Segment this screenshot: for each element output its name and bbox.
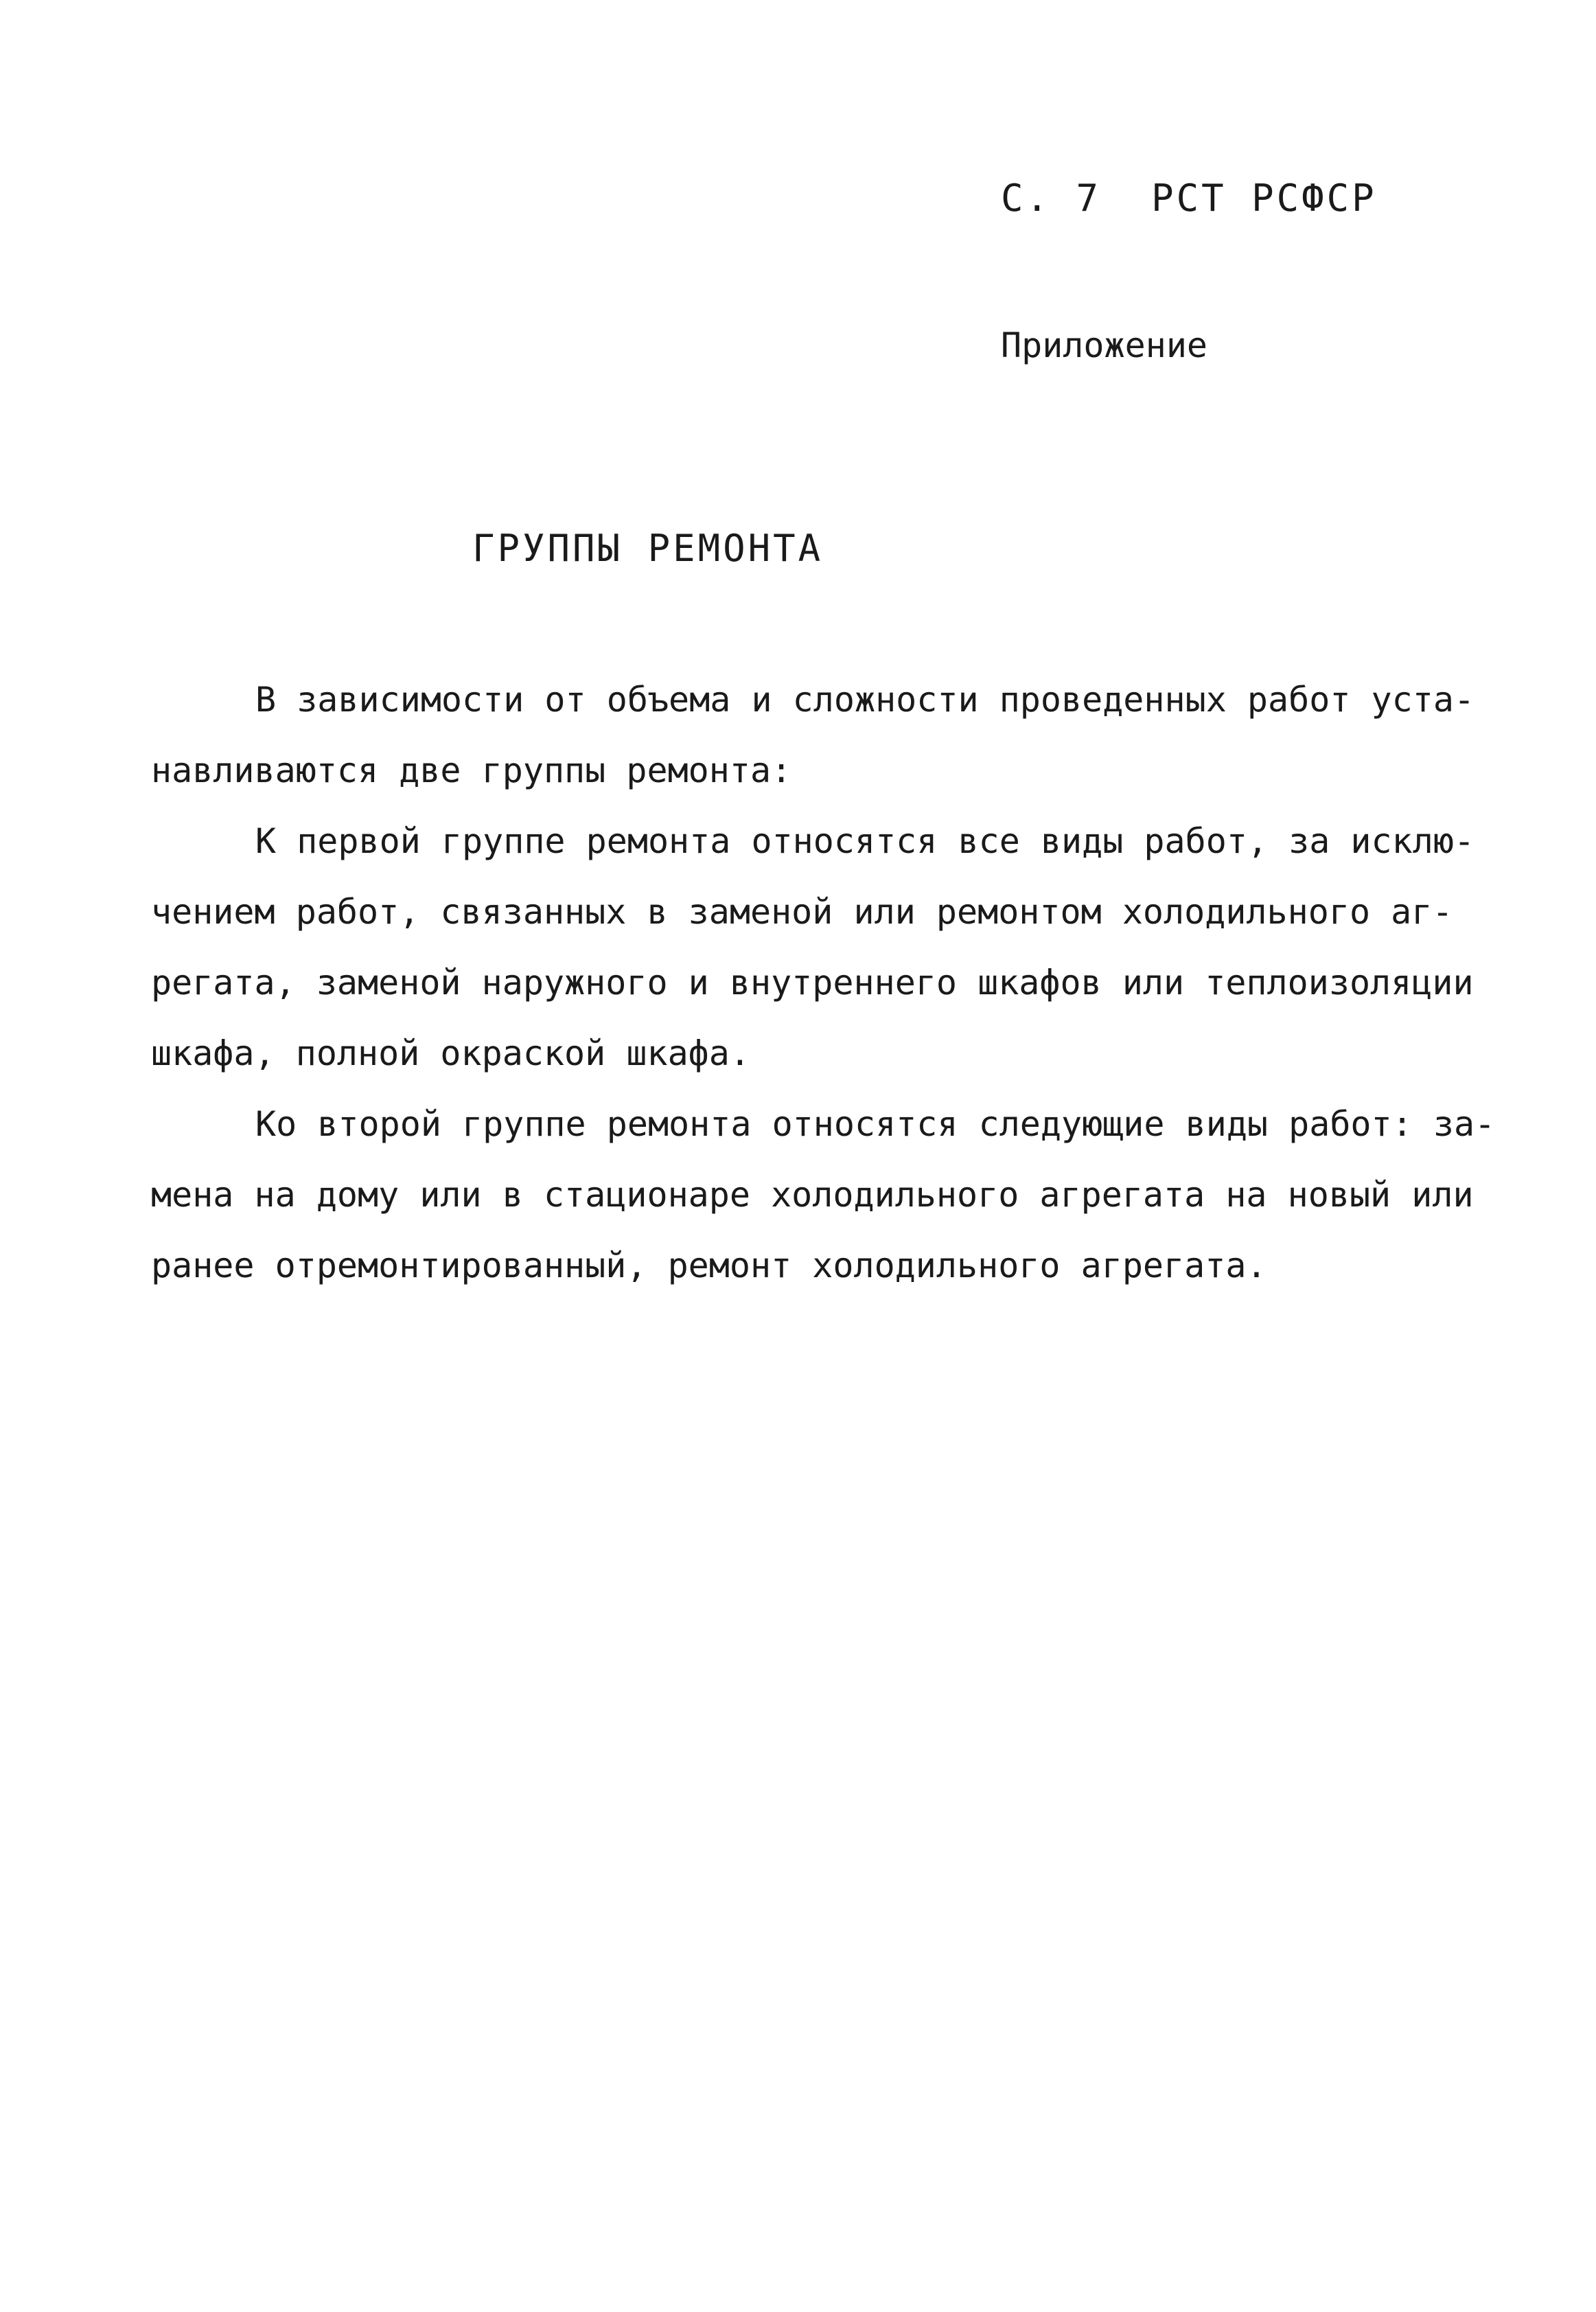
paragraph-line: чением работ, связанных в заменой или ремонтом холодильного аг-: [151, 892, 1453, 932]
paragraph-second-group: [151, 1089, 1510, 1301]
paragraph-line: навливаются две группы ремонта:: [151, 751, 792, 790]
paragraph-line: шкафа, полной окраской шкафа.: [151, 1033, 750, 1073]
section-title: ГРУППЫ РЕМОНТА: [472, 527, 824, 570]
paragraph-line: мена на дому или в стационаре холодильного агрегата на новый или: [151, 1175, 1474, 1215]
body-text: [151, 665, 1510, 1301]
paragraph-line: Ко второй группе ремонта относятся следующие виды работ: за-: [255, 1104, 1496, 1144]
paragraph-line: ранее отремонтированный, ремонт холодильного агрегата.: [151, 1246, 1267, 1285]
paragraph-line: К первой группе ремонта относятся все виды работ, за исклю-: [255, 821, 1475, 861]
paragraph-line: регата, заменой наружного и внутреннего шкафов или теплоизоляции: [151, 963, 1474, 1003]
standard-page-code: С. 7 РСТ РСФСР: [1001, 176, 1377, 220]
paragraph-repair-groups-intro: [151, 665, 1510, 806]
paragraph-first-group: [151, 806, 1510, 1089]
paragraph-line: В зависимости от объема и сложности проведенных работ уста-: [255, 680, 1475, 720]
appendix-label: Приложение: [1001, 325, 1208, 365]
